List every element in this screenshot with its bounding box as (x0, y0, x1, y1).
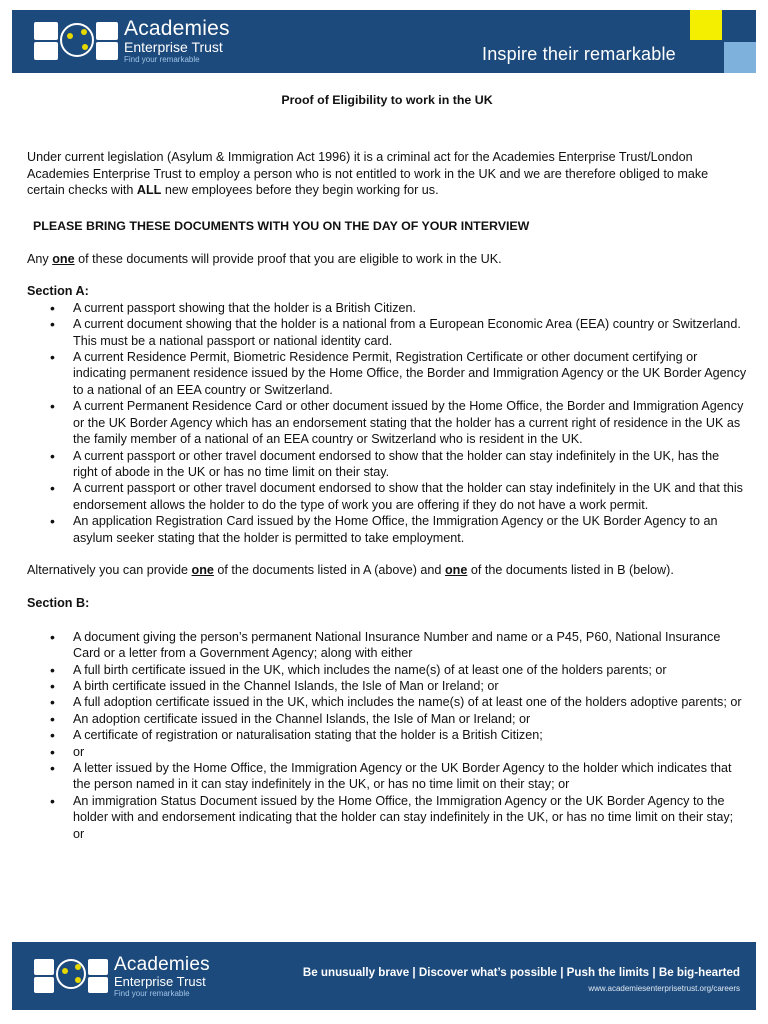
footer-brand-name: Academies (114, 954, 210, 975)
page-footer (12, 942, 756, 1010)
one-emphasis: one (52, 252, 75, 267)
document-body (27, 88, 747, 842)
list-item: • A current passport or other travel document endorsed to show that the holder can stay indefinitely in the UK and that this endorsement allows the holder to do the type of work you are offering if they do not have a work permit. (73, 480, 747, 513)
section-a-list (27, 300, 747, 546)
list-item: • or (73, 744, 747, 760)
list-item: • A full adoption certificate issued in the UK, which includes the name(s) of at least one of the holders adoptive parents; or (73, 694, 747, 710)
list-item: • A certificate of registration or naturalisation stating that the holder is a British Citizen; (73, 727, 747, 743)
intro-paragraph: Under current legislation (Asylum & Immigration Act 1996) it is a criminal act for the Academies Enterprise Trust/London Academies Enterprise Trust to employ a person who is not entitled to work in the UK and we are therefore obliged to make certain checks with ALL new employees before they begin working for us. (27, 150, 709, 198)
list-item: • A current passport showing that the holder is a British Citizen. (73, 300, 747, 316)
lightblue-square-decoration (724, 42, 756, 73)
page-header (12, 10, 756, 73)
brand-tagline: Find your remarkable (124, 55, 200, 64)
footer-slogan: Be unusually brave | Discover what’s possible | Push the limits | Be big-hearted (302, 966, 740, 979)
alternatively-paragraph: Alternatively you can provide one of the documents listed in A (above) and one of the documents listed in B (below). (27, 562, 674, 577)
list-item: • A full birth certificate issued in the UK, which includes the name(s) of at least one of the holders parents; or (73, 662, 747, 678)
bring-documents-heading: PLEASE BRING THESE DOCUMENTS WITH YOU ON THE DAY OF YOUR INTERVIEW (33, 218, 530, 233)
footer-brand-sub: Enterprise Trust (114, 974, 206, 989)
logo-mark-icon (34, 955, 108, 997)
intro-emphasis: ALL (136, 183, 162, 198)
list-item: • A current Permanent Residence Card or other document issued by the Home Office, the Border and Immigration Agency or the UK Border Agency which has an endorsement stating that the holder has a current right of residence in the UK as the family member of a national of an EEA country or Switzerland who is resident in the UK. (73, 398, 747, 447)
list-item: • A current document showing that the holder is a national from a European Economic Area (EEA) country or Switzerland. This must be a national passport or national identity card. (73, 316, 747, 349)
list-item: • A birth certificate issued in the Channel Islands, the Isle of Man or Ireland; or (73, 678, 747, 694)
list-item: • An adoption certificate issued in the Channel Islands, the Isle of Man or Ireland; or (73, 711, 747, 727)
yellow-square-decoration (690, 10, 722, 40)
logo-mark-icon (34, 18, 118, 64)
footer-url[interactable]: www.academiesenterprisetrust.org/careers (588, 984, 740, 993)
list-item: • An application Registration Card issued by the Home Office, the Immigration Agency or the UK Border Agency to an asylum seeker stating that the holder is permitted to take employment. (73, 513, 747, 546)
brand-sub: Enterprise Trust (124, 39, 223, 55)
section-a-heading: Section A: (27, 284, 89, 299)
list-item: • A current passport or other travel document endorsed to show that the holder can stay indefinitely in the UK, has the right of abode in the UK or has no time limit on their stay. (73, 448, 747, 481)
list-item: • A document giving the person’s permanent National Insurance Number and name or a P45, P60, National Insurance Card or a letter from a Government Agency; along with either (73, 629, 747, 662)
any-one-paragraph: Any one of these documents will provide proof that you are eligible to work in the UK. (27, 252, 502, 267)
section-b-list (27, 629, 747, 842)
list-item: • A letter issued by the Home Office, the Immigration Agency or the UK Border Agency to the holder which indicates that the person named in it can stay indefinitely in the UK, or has no time limit on their stay; or (73, 760, 747, 793)
brand-name: Academies (124, 17, 230, 40)
section-b-heading: Section B: (27, 596, 90, 611)
header-logo (34, 18, 230, 64)
list-item: • A current Residence Permit, Biometric Residence Permit, Registration Certificate or other document certifying or indicating permanent residence issued by the Home Office, the Border and Immigration Agency or the UK Border Agency to a national of an EEA country or Switzerland. (73, 349, 747, 398)
header-tagline: Inspire their remarkable (482, 44, 676, 64)
footer-logo (34, 955, 210, 998)
footer-brand-tagline: Find your remarkable (114, 989, 190, 998)
page-title: Proof of Eligibility to work in the UK (281, 93, 493, 107)
list-item: • An immigration Status Document issued by the Home Office, the Immigration Agency or the UK Border Agency to the holder with and endorsement indicating that the holder can stay indefinitely in the UK, or has no time limit on their stay; or (73, 793, 747, 842)
